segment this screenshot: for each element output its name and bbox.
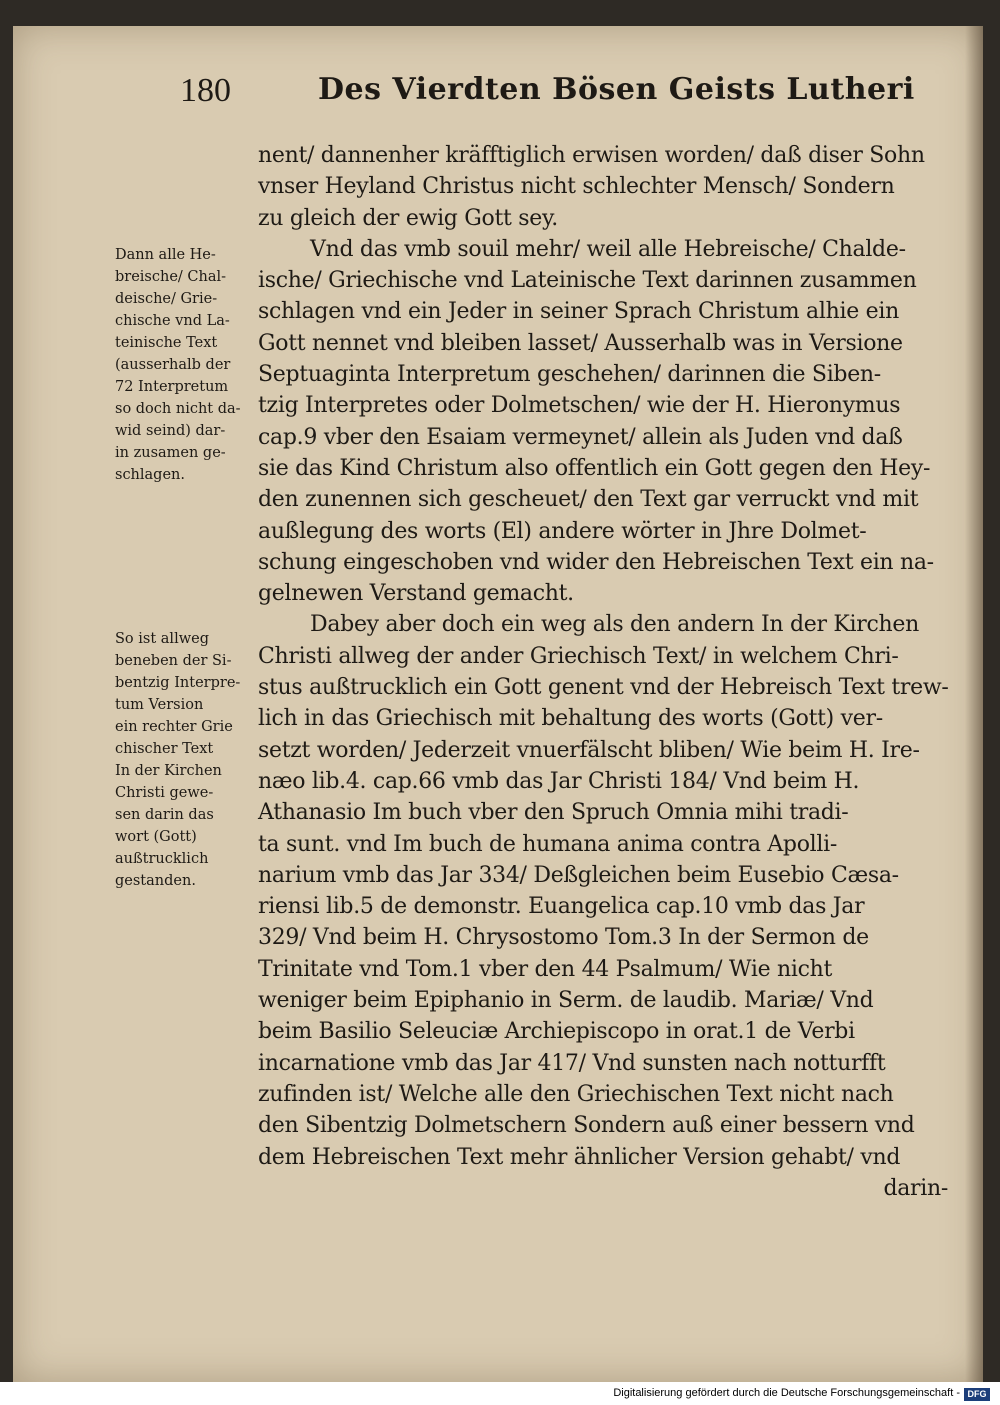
- text-line: incarnatione vmb das Jar 417/ Vnd sunsten nach notturfft: [258, 1050, 886, 1076]
- page-edge-shadow: [965, 26, 983, 1382]
- margin-line: So ist allweg: [115, 631, 209, 647]
- text-line: Trinitate vnd Tom.1 vber den 44 Psalmum/ Wie nicht: [258, 956, 833, 982]
- text-line: næo lib.4. cap.66 vmb das Jar Christi 184/ Vnd beim H.: [258, 768, 860, 794]
- body-text: [258, 140, 958, 1204]
- text-line: sie das Kind Christum also offentlich ein Gott gegen den Hey-: [258, 455, 931, 481]
- digitization-footer: [0, 1386, 1000, 1405]
- text-line: ta sunt. vnd Im buch de humana anima contra Apolli-: [258, 831, 838, 857]
- text-line: ische/ Griechische vnd Lateinische Text darinnen zusammen: [258, 268, 917, 294]
- margin-line: außtrucklich: [115, 851, 209, 867]
- text-line: dem Hebreischen Text mehr ähnlicher Version gehabt/ vnd: [258, 1144, 901, 1170]
- page-number: 180: [180, 72, 231, 109]
- text-line: riensi lib.5 de demonstr. Euangelica cap.10 vmb das Jar: [258, 894, 865, 920]
- margin-line: In der Kirchen: [115, 763, 222, 779]
- text-line: nent/ dannenher kräfftiglich erwisen worden/ daß diser Sohn: [258, 143, 925, 168]
- text-line: Gott nennet vnd bleiben lasset/ Ausserhalb was in Versione: [258, 330, 903, 356]
- margin-line: chische vnd La-: [115, 313, 230, 329]
- margin-line: wid seind) dar-: [115, 423, 226, 439]
- page-header: [0, 72, 1000, 122]
- text-line: außlegung des worts (El) andere wörter in Jhre Dolmet-: [258, 518, 867, 544]
- margin-line: beneben der Si-: [115, 653, 232, 669]
- text-line: Septuaginta Interpretum geschehen/ darinnen die Siben-: [258, 362, 881, 388]
- margin-line: ein rechter Grie: [115, 719, 233, 735]
- text-line: zufinden ist/ Welche alle den Griechischen Text nicht nach: [258, 1081, 894, 1107]
- text-line: gelnewen Verstand gemacht.: [258, 581, 574, 607]
- text-line: beim Basilio Seleuciæ Archiepiscopo in orat.1 de Verbi: [258, 1019, 855, 1045]
- funding-notice: Digitalisierung gefördert durch die Deutsche Forschungsgemeinschaft -: [613, 1387, 960, 1399]
- margin-note-1: [115, 244, 263, 486]
- margin-line: Christi gewe-: [115, 785, 214, 801]
- text-line: den zunennen sich gescheuet/ den Text gar verruckt vnd mit: [258, 487, 919, 513]
- text-line: schung eingeschoben vnd wider den Hebreischen Text ein na-: [258, 549, 934, 575]
- margin-line: gestanden.: [115, 873, 196, 889]
- text-line: lich in das Griechisch mit behaltung des worts (Gott) ver-: [258, 706, 883, 732]
- text-line: schlagen vnd ein Jeder in seiner Sprach Christum alhie ein: [258, 299, 899, 325]
- text-line: cap.9 vber den Esaiam vermeynet/ allein als Juden vnd daß: [258, 424, 903, 450]
- text-line: weniger beim Epiphanio in Serm. de laudib. Mariæ/ Vnd: [258, 988, 874, 1014]
- text-line: Dabey aber doch ein weg als den andern In der Kirchen: [310, 612, 919, 638]
- margin-line: wort (Gott): [115, 829, 197, 845]
- margin-line: Dann alle He-: [115, 247, 216, 263]
- text-line: setzt worden/ Jederzeit vnuerfälscht bliben/ Wie beim H. Ire-: [258, 737, 920, 763]
- text-line: Athanasio Im buch vber den Spruch Omnia mihi tradi-: [258, 800, 849, 826]
- text-line: stus außtrucklich ein Gott genent vnd der Hebreisch Text trew-: [258, 675, 949, 701]
- text-line: den Sibentzig Dolmetschern Sondern auß einer bessern vnd: [258, 1113, 915, 1139]
- margin-line: sen darin das: [115, 807, 214, 823]
- text-line: vnser Heyland Christus nicht schlechter Mensch/ Sondern: [258, 174, 895, 200]
- margin-line: breische/ Chal-: [115, 269, 227, 285]
- margin-line: in zusamen ge-: [115, 445, 226, 461]
- margin-line: so doch nicht da-: [115, 401, 241, 417]
- margin-line: tum Version: [115, 697, 204, 713]
- text-line: 329/ Vnd beim H. Chrysostomo Tom.3 In der Sermon de: [258, 925, 869, 951]
- text-line: tzig Interpretes oder Dolmetschen/ wie der H. Hieronymus: [258, 393, 901, 419]
- dfg-logo: DFG: [964, 1388, 990, 1401]
- catchword: darin-: [883, 1175, 948, 1201]
- margin-line: bentzig Interpre-: [115, 675, 241, 691]
- text-line: narium vmb das Jar 334/ Deßgleichen beim Eusebio Cæsa-: [258, 862, 899, 888]
- margin-line: schlagen.: [115, 467, 185, 483]
- running-title: Des Vierdten Bösen Geists Lutheri: [318, 72, 915, 107]
- margin-note-2: [115, 628, 263, 892]
- margin-line: chischer Text: [115, 741, 214, 757]
- text-line: Vnd das vmb souil mehr/ weil alle Hebreische/ Chalde-: [310, 236, 906, 262]
- margin-line: 72 Interpretum: [115, 379, 229, 395]
- margin-line: teinische Text: [115, 335, 218, 351]
- margin-line: (ausserhalb der: [115, 357, 231, 373]
- margin-line: deische/ Grie-: [115, 291, 218, 307]
- text-line: zu gleich der ewig Gott sey.: [258, 205, 558, 231]
- text-line: Christi allweg der ander Griechisch Text/ in welchem Chri-: [258, 643, 899, 669]
